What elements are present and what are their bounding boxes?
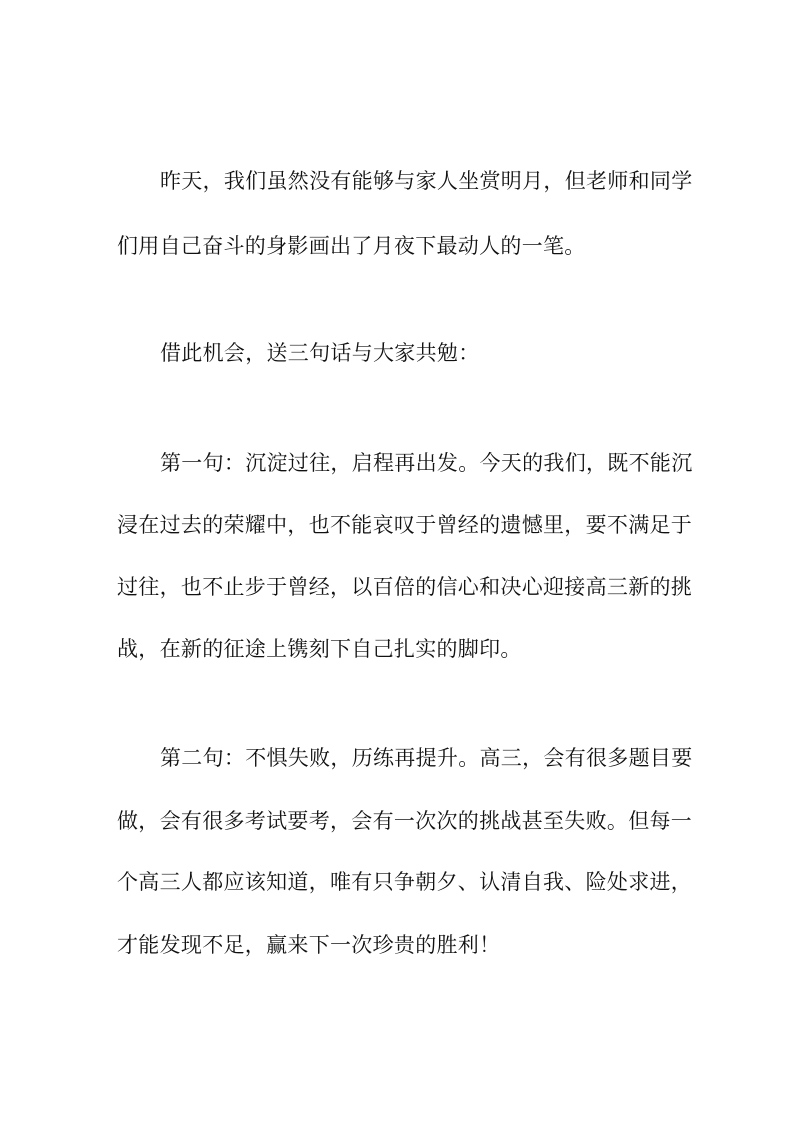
paragraph-3-line-1: 第一句：沉淀过往，启程再出发。今天的我们，既不能沉 <box>160 451 693 475</box>
paragraph-4-line-2: 做，会有很多考试要考，会有一次次的挑战甚至失败。但每一 <box>117 809 693 833</box>
paragraph-3-line-2: 浸在过去的荣耀中，也不能哀叹于曾经的遗憾里，要不满足于 <box>117 513 693 537</box>
paragraph-4-line-1: 第二句：不惧失败，历练再提升。高三，会有很多题目要 <box>160 746 693 770</box>
paragraph-1-line-1: 昨天，我们虽然没有能够与家人坐赏明月，但老师和同学 <box>160 169 693 193</box>
paragraph-3-line-4: 战，在新的征途上镌刻下自己扎实的脚印。 <box>117 637 522 661</box>
paragraph-4-line-3: 个高三人都应该知道，唯有只争朝夕、认清自我、险处求进， <box>117 870 693 894</box>
paragraph-2-line-1: 借此机会，送三句话与大家共勉： <box>160 341 480 365</box>
paragraph-3-line-3: 过往，也不止步于曾经，以百倍的信心和决心迎接高三新的挑 <box>117 575 693 599</box>
paragraph-1-line-2: 们用自己奋斗的身影画出了月夜下最动人的一笔。 <box>117 234 586 258</box>
paragraph-4-line-4: 才能发现不足，赢来下一次珍贵的胜利！ <box>117 933 501 957</box>
